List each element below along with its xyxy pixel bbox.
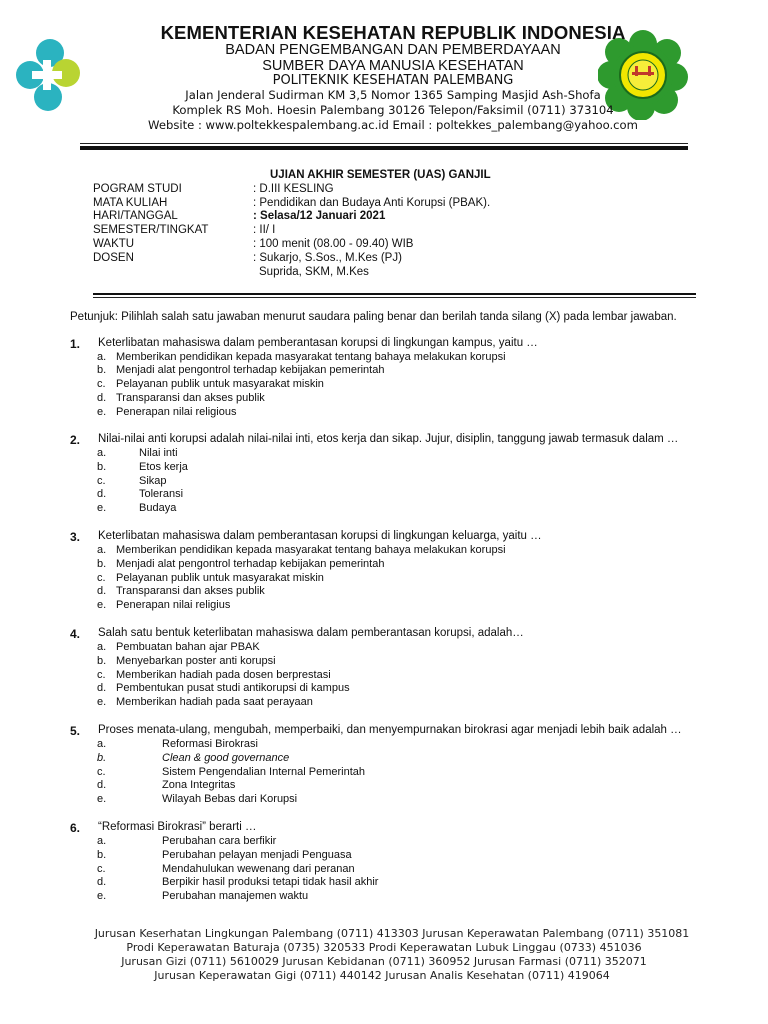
- option-label: b.: [97, 655, 107, 667]
- info-rule-top: [93, 293, 696, 295]
- info-label: POGRAM STUDI: [93, 183, 182, 195]
- header-address-2: Komplek RS Moh. Hoesin Palembang 30126 Telepon/Faksimil (0711) 373104: [172, 103, 614, 117]
- question-number: 1.: [70, 337, 81, 351]
- option-label: b.: [97, 558, 107, 570]
- info-label: HARI/TANGGAL: [93, 210, 178, 222]
- option-text: Wilayah Bebas dari Korupsi: [162, 793, 298, 805]
- option-label: c.: [97, 378, 106, 390]
- header-address: Jalan Jenderal Sudirman KM 3,5 Nomor 1365 Samping Masjid Ash-Shofa: [185, 88, 601, 102]
- option-label: c.: [97, 766, 106, 778]
- header-agency-2: SUMBER DAYA MANUSIA KESEHATAN: [262, 58, 524, 74]
- exam-title: UJIAN AKHIR SEMESTER (UAS) GANJIL: [270, 169, 491, 181]
- question-text: Nilai-nilai anti korupsi adalah nilai-nilai inti, etos kerja dan sikap. Jujur, disiplin, tanggung jawab termasuk dalam …: [98, 433, 679, 445]
- question-text: Proses menata-ulang, mengubah, memperbaiki, dan menyempurnakan birokrasi agar menjadi lebih baik adalah …: [98, 724, 682, 736]
- question-text: Keterlibatan mahasiswa dalam pemberantasan korupsi di lingkungan kampus, yaitu …: [98, 337, 538, 349]
- question-text: Salah satu bentuk keterlibatan mahasiswa dalam pemberantasan korupsi, adalah…: [98, 627, 524, 639]
- option-text: Memberikan hadiah pada saat perayaan: [116, 696, 313, 708]
- header-ministry: KEMENTERIAN KESEHATAN REPUBLIK INDONESIA: [160, 22, 626, 43]
- info-label: MATA KULIAH: [93, 197, 168, 209]
- option-text: Perubahan cara berfikir: [162, 835, 277, 847]
- option-label: e.: [97, 502, 107, 514]
- option-text: Perubahan pelayan menjadi Penguasa: [162, 849, 352, 861]
- option-label: d.: [97, 585, 107, 597]
- header-rule-thick: [80, 146, 688, 150]
- header-contact: Website : www.poltekkespalembang.ac.id Email : poltekkes_palembang@yahoo.com: [148, 118, 638, 132]
- option-label: d.: [97, 488, 107, 500]
- option-label: b.: [97, 752, 107, 764]
- option-label: e.: [97, 793, 107, 805]
- option-text: Pembentukan pusat studi antikorupsi di kampus: [116, 682, 350, 694]
- footer-line: Jurusan Keserhatan Lingkungan Palembang (0711) 413303 Jurusan Keperawatan Palembang (0711) 351081: [94, 927, 690, 940]
- option-label: e.: [97, 406, 107, 418]
- question-text: “Reformasi Birokrasi” berarti …: [98, 821, 257, 833]
- footer-line: Jurusan Gizi (0711) 5610029 Jurusan Kebidanan (0711) 360952 Jurusan Farmasi (0711) 352071: [121, 955, 647, 968]
- option-text: Reformasi Birokrasi: [162, 738, 258, 750]
- info-value: : D.III KESLING: [253, 183, 334, 195]
- option-text: Sikap: [139, 475, 167, 487]
- option-text: Penerapan nilai religious: [116, 406, 237, 418]
- question-number: 3.: [70, 530, 81, 544]
- option-text: Transparansi dan akses publik: [116, 392, 265, 404]
- question-text: Keterlibatan mahasiswa dalam pemberantasan korupsi di lingkungan keluarga, yaitu …: [98, 530, 542, 542]
- option-label: d.: [97, 682, 107, 694]
- option-text: Pelayanan publik untuk masyarakat miskin: [116, 378, 324, 390]
- option-text: Toleransi: [139, 488, 184, 500]
- option-text: Memberikan hadiah pada dosen berprestasi: [116, 669, 331, 681]
- info-value: : II/ I: [253, 224, 276, 236]
- option-label: a.: [97, 544, 107, 556]
- option-text: Memberikan pendidikan kepada masyarakat tentang bahaya melakukan korupsi: [116, 351, 506, 363]
- info-label: SEMESTER/TINGKAT: [93, 224, 209, 236]
- option-label: c.: [97, 669, 106, 681]
- option-text: Mendahulukan wewenang dari peranan: [162, 863, 355, 875]
- option-text: Menjadi alat pengontrol terhadap kebijakan pemerintah: [116, 364, 385, 376]
- option-label: a.: [97, 738, 107, 750]
- option-text: Transparansi dan akses publik: [116, 585, 265, 597]
- option-label: e.: [97, 599, 107, 611]
- option-text: Menjadi alat pengontrol terhadap kebijakan pemerintah: [116, 558, 385, 570]
- option-label: c.: [97, 475, 106, 487]
- option-text: Memberikan pendidikan kepada masyarakat tentang bahaya melakukan korupsi: [116, 544, 506, 556]
- option-text: Menyebarkan poster anti korupsi: [116, 655, 276, 667]
- option-text: Pembuatan bahan ajar PBAK: [116, 641, 260, 653]
- question-number: 2.: [70, 433, 81, 447]
- info-value: : 100 menit (08.00 - 09.40) WIB: [253, 238, 414, 250]
- option-text: Etos kerja: [139, 461, 188, 473]
- info-label: WAKTU: [93, 238, 135, 250]
- option-text: Budaya: [139, 502, 177, 514]
- header-agency: BADAN PENGEMBANGAN DAN PEMBERDAYAAN: [225, 42, 561, 58]
- option-text: Zona Integritas: [162, 779, 236, 791]
- instructions: Petunjuk: Pilihlah salah satu jawaban menurut saudara paling benar dan berilah tanda silang (X) pada lembar jawaban.: [70, 311, 677, 323]
- option-label: b.: [97, 849, 107, 861]
- option-text: Sistem Pengendalian Internal Pemerintah: [162, 766, 366, 778]
- option-label: b.: [97, 461, 107, 473]
- option-text: Pelayanan publik untuk masyarakat miskin: [116, 572, 324, 584]
- header-institution: POLITEKNIK KESEHATAN PALEMBANG: [272, 73, 514, 88]
- question-number: 6.: [70, 821, 81, 835]
- question-number: 5.: [70, 724, 81, 738]
- option-label: e.: [97, 890, 107, 902]
- option-text: Nilai inti: [139, 447, 178, 459]
- option-label: a.: [97, 351, 107, 363]
- option-label: d.: [97, 392, 107, 404]
- option-text: Penerapan nilai religius: [116, 599, 231, 611]
- info-value-dosen-2: Suprida, SKM, M.Kes: [259, 266, 369, 278]
- question-number: 4.: [70, 627, 81, 641]
- option-label: a.: [97, 835, 107, 847]
- footer-line: Prodi Keperawatan Baturaja (0735) 320533 Prodi Keperawatan Lubuk Linggau (0733) 451036: [126, 941, 642, 954]
- option-label: a.: [97, 641, 107, 653]
- option-label: c.: [97, 863, 106, 875]
- info-value: : Pendidikan dan Budaya Anti Korupsi (PBAK).: [253, 197, 491, 209]
- option-label: e.: [97, 696, 107, 708]
- header-rule-thin: [80, 143, 688, 144]
- option-label: d.: [97, 779, 107, 791]
- option-label: a.: [97, 447, 107, 459]
- info-rule-bottom: [93, 297, 696, 298]
- option-label: b.: [97, 364, 107, 376]
- footer-line: Jurusan Keperawatan Gigi (0711) 440142 Jurusan Analis Kesehatan (0711) 419064: [154, 969, 610, 982]
- option-text: Perubahan manajemen waktu: [162, 890, 309, 902]
- info-label: DOSEN: [93, 252, 134, 264]
- option-text: Berpikir hasil produksi tetapi tidak hasil akhir: [162, 876, 379, 888]
- info-value: : Selasa/12 Januari 2021: [253, 210, 386, 222]
- info-value: : Sukarjo, S.Sos., M.Kes (PJ): [253, 252, 402, 264]
- option-text: Clean & good governance: [162, 752, 290, 764]
- option-label: d.: [97, 876, 107, 888]
- option-label: c.: [97, 572, 106, 584]
